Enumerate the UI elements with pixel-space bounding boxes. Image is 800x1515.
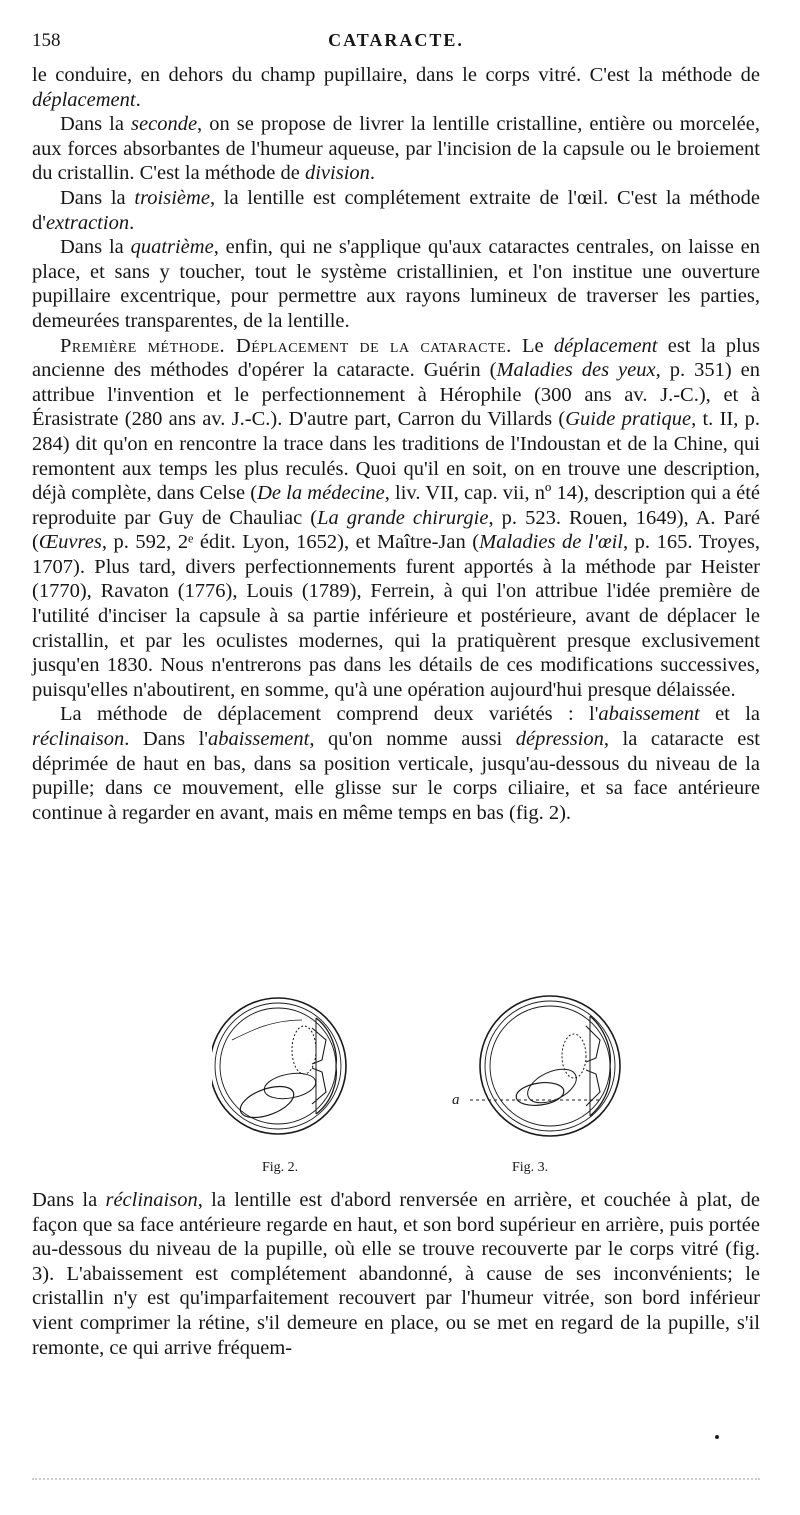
figure-3-caption: Fig. 3. [512, 1160, 549, 1175]
italic-text: extraction [45, 211, 130, 234]
text-run: , liv. VII, cap. vii, nº 14), description qui a été reproduite par Guy de Chauliac ( [32, 482, 761, 529]
running-title: CATARACTE. [328, 30, 464, 50]
text-run: , la cataracte est déprimée de haut en bas, dans sa position verticale, jusqu'au-dessous du niveau de la pupille; dans ce mouvement, elle glisse sur le corps ciliaire, et sa face antérieure continue à regarder en avant, mais en même temps en bas (fig. 2). [32, 728, 760, 824]
figure-2-eye-diagram [212, 990, 352, 1140]
text-run: , la lentille est d'abord renversée en arrière, et couchée à plat, de façon que sa face antérieure regarde en haut, et son bord supérieur en arrière, puis portée au-dessous du niveau de la pupille, où elle se trouve recouverte par le corps vitré (fig. 3). L'abaissement est complétement abandonné, à cause de ses inconvénients; le cristallin n'y est qu'imparfaitement recouvert par l'humeur vitrée, son bord inférieur vient comprimer la rétine, s'il demeure en place, ou se met en regard de la pupille, s'il remonte, ce qui arrive fréquem- [32, 1189, 760, 1359]
text-run: . [135, 88, 141, 111]
italic-text: déplacement [553, 334, 658, 357]
italic-text: Maladies de l'œil [479, 531, 624, 554]
text-run: , p. 165. Troyes, 1707). Plus tard, divers perfectionnements furent apportés à la méthode par Heister (1770), Ravaton (1776), Louis (1789), Ferrein, à qui l'on attribue l'idée première de l'utilité d'inciser la capsule à sa partie inférieure et postérieure, avant de déplacer le cristallin, et par les oculistes modernes, qui la pratiquèrent presque exclusivement jusqu'en 1830. Nous n'entrerons pas dans les détails de ces modifications successives, puisqu'elles n'aboutirent, en somme, qu'à une opération aujourd'hui presque délaissée. [32, 531, 760, 701]
text-run: Dans la [32, 1189, 106, 1211]
italic-text: réclinaison [32, 728, 125, 751]
text-run: Dans la [60, 236, 131, 259]
italic-text: quatrième [130, 236, 214, 259]
text-run: et la [699, 703, 760, 726]
italic-text: troisième [134, 186, 210, 209]
italic-text: Œuvres [38, 531, 102, 554]
italic-text: Maladies des yeux [496, 359, 656, 382]
italic-text: La grande chirurgie [317, 506, 489, 529]
figure-3-eye-diagram [440, 986, 640, 1146]
figure-3-label: a [452, 1092, 460, 1108]
page-header [32, 30, 760, 56]
page-bottom-rule [32, 1478, 760, 1484]
paragraph [32, 1188, 760, 1360]
italic-text: abaissement [207, 728, 310, 751]
text-run: , la lentille est complétement extraite de l'œil. C'est la méthode d' [32, 186, 760, 234]
figure-2-caption: Fig. 2. [262, 1160, 299, 1175]
text-run: . [129, 211, 135, 234]
paragraph [32, 186, 760, 235]
paragraph [32, 63, 760, 112]
text-run: , p. 592, 2ᵉ édit. Lyon, 1652), et Maître-Jan ( [101, 531, 480, 554]
text-run: Dans la [60, 113, 132, 136]
text-run: le conduire, en dehors du champ pupillaire, dans le corps vitré. C'est la méthode de [32, 64, 760, 86]
text-run: , on se propose de livrer la lentille cristalline, entière ou morcelée, aux forces absorbantes de l'humeur aqueuse, par l'incision de la capsule ou le broiement du cristallin. C'est la méthode de [32, 113, 760, 185]
body-text-top [32, 63, 760, 825]
text-run: , t. II, p. 284) dit qu'on en rencontre la trace dans les traditions de l'Indoustan et de la Chine, qui remontent aux temps les plus reculés. Quoi qu'il en soit, on en trouve une description, déjà complète, dans Celse ( [32, 408, 760, 505]
text-run: . Dans l' [124, 728, 208, 751]
ink-speck [715, 1435, 719, 1439]
paragraph [32, 702, 760, 825]
text-run: Dans la [60, 186, 135, 209]
text-run: , p. 351) en attribue l'invention et le perfectionnement à Hérophile (300 ans av. J.-C.), et à Érasistrate (280 ans av. J.-C.). D'autre part, Carron du Villards ( [32, 359, 761, 431]
text-run: , qu'on nomme aussi [309, 728, 516, 751]
italic-text: Guide pratique [565, 408, 692, 431]
italic-text: division [304, 162, 370, 185]
text-run: , enfin, qui ne s'applique qu'aux cataractes centrales, on laisse en place, et sans y toucher, tout le système cristallinien, et l'on institue une ouverture pupillaire excentrique, pour permettre aux rayons lumineux de traverser les parties, demeurées transparentes, de la lentille. [32, 236, 760, 332]
text-run: est la plus ancienne des méthodes d'opérer la cataracte. Guérin ( [32, 334, 760, 382]
italic-text: dépression [515, 728, 604, 751]
italic-text: De la médecine [257, 482, 385, 505]
text-run: . [369, 162, 376, 185]
paragraph [32, 334, 760, 703]
page-number: 158 [32, 30, 61, 51]
paragraph [32, 235, 760, 333]
small-caps-heading: Première méthode. Déplacement de la cataracte. [60, 334, 512, 357]
body-text-bottom [32, 1188, 760, 1360]
paragraph [32, 112, 760, 186]
italic-text: réclinaison [105, 1189, 198, 1211]
text-run: La méthode de déplacement comprend deux variétés : l' [60, 703, 599, 726]
italic-text: abaissement [598, 703, 700, 726]
italic-text: seconde [131, 113, 198, 136]
text-run: Le [511, 334, 554, 357]
figures-row [0, 990, 800, 1180]
text-run: , p. 523. Rouen, 1649), A. Paré ( [32, 506, 761, 554]
italic-text: déplacement [32, 88, 136, 111]
